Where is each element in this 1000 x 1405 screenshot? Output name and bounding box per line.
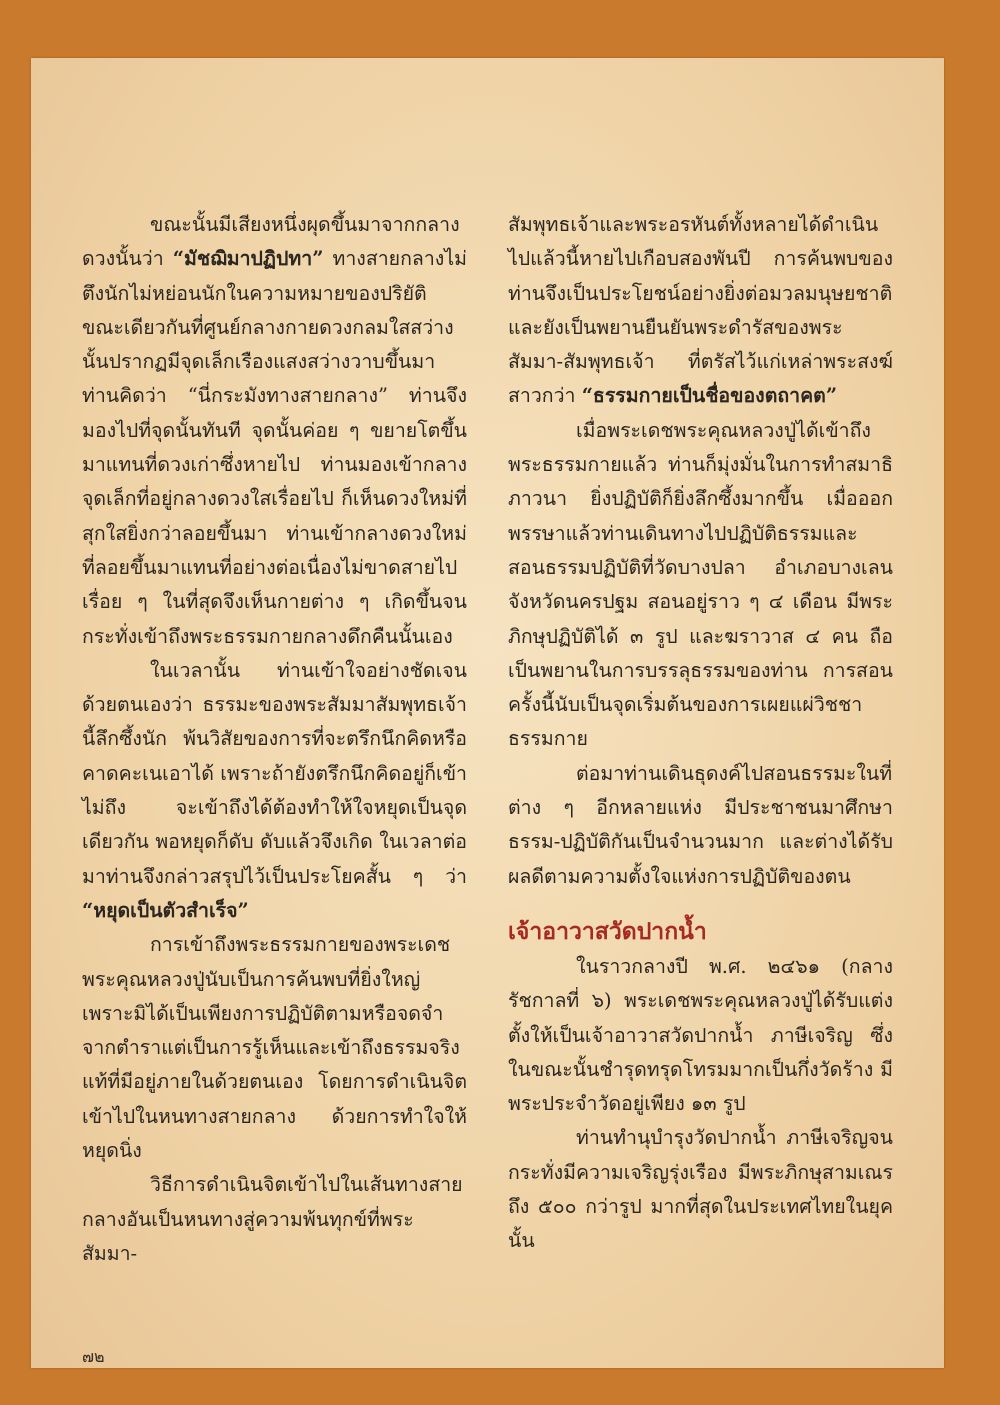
left-column (82, 208, 467, 1271)
text-run: ในเวลานั้น ท่านเข้าใจอย่างชัดเจนด้วยตนเองว่า ธรรมะของพระสัมมาสัมพุทธเจ้านี้ลึกซึ้งนัก พ้นวิสัยของการที่จะตรึกนึกคิดหรือคาดคะเนเอาได้ เพราะถ้ายังตรึกนึกคิดอยู่ก็เข้าไม่ถึง จะเข้าถึงได้ต้องทำให้ใจหยุดเป็นจุดเดียวกัน พอหยุดก็ดับ ดับแล้วจึงเกิด ในเวลาต่อมาท่านจึงกล่าวสรุปไว้เป็นประโยคสั้น ๆ ว่า (82, 658, 467, 888)
paragraph: เมื่อพระเดชพระคุณหลวงปู่ได้เข้าถึงพระธรรมกายแล้ว ท่านก็มุ่งมั่นในการทำสมาธิภาวนา ยิ่งปฏิบัติก็ยิ่งลึกซึ้งมากขึ้น เมื่อออกพรรษาแล้วท่านเดินทางไปปฏิบัติธรรมและสอนธรรมปฏิบัติที่วัดบางปลา อำเภอบางเลน จังหวัดนครปฐม สอนอยู่ราว ๆ ๔ เดือน มีพระภิกษุปฏิบัติได้ ๓ รูป และฆราวาส ๔ คน ถือเป็นพยานในการบรรลุธรรมของท่าน การสอนครั้งนี้นับเป็นจุดเริ่มต้นของการเผยแผ่วิชชาธรรมกาย (508, 418, 893, 751)
bold-term: “ธรรมกายเป็นชื่อของตถาคต” (581, 384, 838, 408)
paragraph: ในราวกลางปี พ.ศ. ๒๔๖๑ (กลางรัชกาลที่ ๖) พระเดชพระคุณหลวงปู่ได้รับแต่งตั้งให้เป็นเจ้าอาวาสวัดปากน้ำ ภาษีเจริญ ซึ่งในขณะนั้นชำรุดทรุดโทรมมากเป็นกึ่งวัดร้าง มีพระประจำวัดอยู่เพียง ๑๓ รูป (508, 954, 893, 1116)
page-number: ๗๒ (82, 1347, 105, 1366)
bold-term: “มัชฌิมาปฏิปทา” (172, 247, 324, 271)
paragraph: ท่านทำนุบำรุงวัดปากน้ำ ภาษีเจริญจนกระทั่งมีความเจริญรุ่งเรือง มีพระภิกษุสามเณรถึง ๕๐๐ กว่ารูป มากที่สุดในประเทศไทยในยุคนั้น (508, 1126, 893, 1253)
paragraph: การเข้าถึงพระธรรมกายของพระเดชพระคุณหลวงปู่นับเป็นการค้นพบที่ยิ่งใหญ่ เพราะมิได้เป็นเพียงการปฏิบัติตามหรือจดจำจากตำราแต่เป็นการรู้เห็นและเข้าถึงธรรมจริงแท้ที่มีอยู่ภายในด้วยตนเอง โดยการดำเนินจิตเข้าไปในหนทางสายกลาง ด้วยการทำใจให้หยุดนิ่ง (82, 933, 467, 1163)
bold-term: “หยุดเป็นตัวสำเร็จ” (82, 898, 249, 922)
text-run: สัมพุทธเจ้าและพระอรหันต์ทั้งหลายได้ดำเนินไปแล้วนี้หายไปเกือบสองพันปี การค้นพบของท่านจึงเป็นประโยชน์อย่างยิ่งต่อมวลมนุษยชาติ และยังเป็นพยานยืนยันพระดำรัสของพระสัมมา-สัมพุทธเจ้า ที่ตรัสไว้แก่เหล่าพระสงฆ์สาวกว่า (508, 213, 893, 408)
paragraph (508, 208, 893, 414)
paragraph: วิธีการดำเนินจิตเข้าไปในเส้นทางสายกลางอันเป็นหนทางสู่ความพ้นทุกข์ที่พระสัมมา- (82, 1173, 463, 1265)
paragraph: ต่อมาท่านเดินธุดงค์ไปสอนธรรมะในที่ต่าง ๆ อีกหลายแห่ง มีประชาชนมาศึกษาธรรม-ปฏิบัติกันเป็นจำนวนมาก และต่างได้รับผลดีตามความตั้งใจแห่งการปฏิบัติของตน (508, 761, 893, 888)
paragraph (82, 654, 467, 928)
text-run: ขณะนั้นมีเสียงหนึ่งผุดขึ้นมาจากกลางดวงนั้นว่า (82, 213, 460, 271)
text-run: ทางสายกลางไม่ตึงนักไม่หย่อนนักในความหมายของปริยัติ ขณะเดียวกันที่ศูนย์กลางกายดวงกลมใสสว่างนั้นปรากฏมีจุดเล็กเรืองแสงสว่างวาบขึ้นมา ท่านคิดว่า “นี่กระมังทางสายกลาง” ท่านจึงมองไปที่จุดนั้นทันที จุดนั้นค่อย ๆ ขยายโตขึ้นมาแทนที่ดวงเก่าซึ่งหายไป ท่านมองเข้ากลางจุดเล็กที่อยู่กลางดวงใสเรื่อยไป ก็เห็นดวงใหม่ที่สุกใสยิ่งกว่าลอยขึ้นมา ท่านเข้ากลางดวงใหม่ที่ลอยขึ้นมาแทนที่อย่างต่อเนื่องไม่ขาดสายไปเรื่อย ๆ ในที่สุดจึงเห็นกายต่าง ๆ เกิดขึ้นจนกระทั่งเข้าถึงพระธรรมกายกลางดึกคืนนั้นเอง (82, 247, 467, 648)
right-column (508, 208, 893, 1259)
section-heading: เจ้าอาวาสวัดปากน้ำ (508, 917, 707, 945)
paragraph (82, 208, 467, 654)
